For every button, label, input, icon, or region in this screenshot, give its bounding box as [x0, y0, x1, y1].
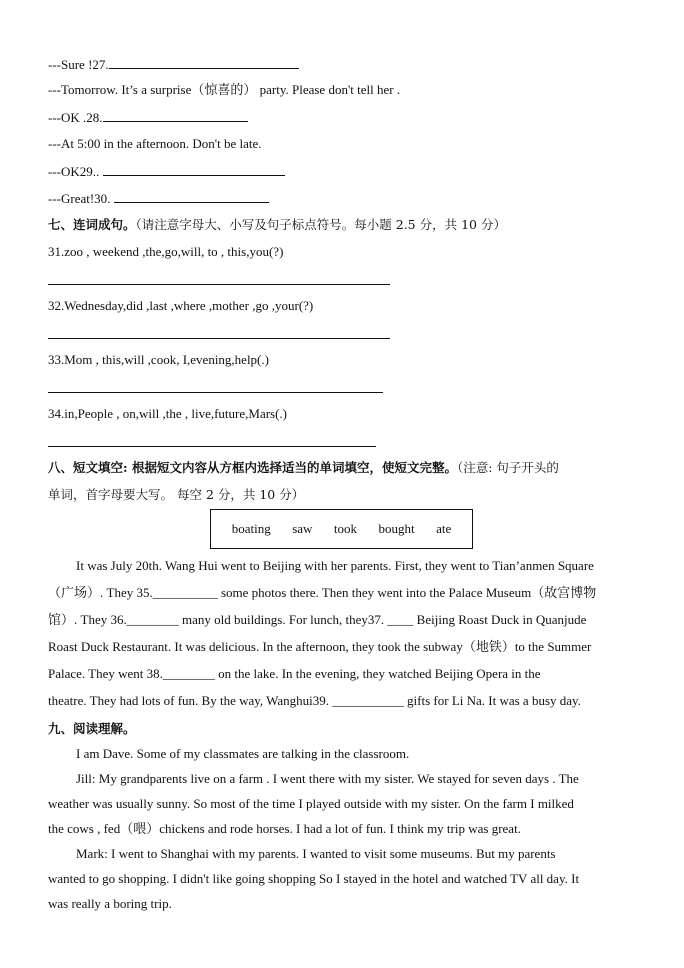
question-34: 34.in,People , on,will ,the , live,future,Mars(.): [48, 406, 288, 421]
section7-heading: 七、连词成句。（请注意字母大、小写及句子标点符号。每小题 2.5 分，共 10 分）: [48, 217, 506, 232]
word-option: bought: [378, 521, 415, 536]
section8-heading: 八、短文填空: 根据短文内容从方框内选择适当的单词填空，使短文完整。（注意: 句子开头的: [48, 460, 559, 475]
dialogue-line-30: ---Great!30.: [48, 190, 269, 207]
question-31: 31.zoo , weekend ,the,go,will, to , this,you(?): [48, 244, 284, 259]
word-option: ate: [436, 521, 452, 536]
dialogue-line-27: ---Sure !27.: [48, 56, 299, 73]
question-33: 33.Mom , this,will ,cook, I,evening,help(.): [48, 352, 269, 367]
answer-blank-28[interactable]: [103, 109, 248, 122]
answer-line-33[interactable]: [48, 392, 383, 393]
answer-blank-27[interactable]: [109, 56, 299, 69]
reading-passage: I am Dave. Some of my classmates are talking in the classroom. Jill: My grandparents live on a farm . I went there with my sister. We stayed for seven days . The weather was usually sunny. So most of the time I played outside with my sister. On the farm I milked the cows , fed（喂）chickens and rode horses. I had a lot of fun. I think my trip was great. Mark: I went to Shanghai with my parents. I wanted to visit some museums. But my parents wanted to go shopping. I didn't like going shopping So I stayed in the hotel and watched TV all day. It was really a boring trip.: [48, 746, 580, 911]
answer-line-34[interactable]: [48, 446, 376, 447]
dialogue-line-tomorrow: ---Tomorrow. It’s a surprise（惊喜的） party. Please don't tell her .: [48, 82, 401, 97]
section9-heading: 九、阅读理解。: [48, 721, 136, 736]
word-option: saw: [292, 521, 313, 536]
answer-line-32[interactable]: [48, 338, 390, 339]
word-option: boating: [231, 521, 271, 536]
answer-blank-29[interactable]: [103, 163, 285, 176]
question-32: 32.Wednesday,did ,last ,where ,mother ,go ,your(?): [48, 298, 314, 313]
answer-line-31[interactable]: [48, 284, 390, 285]
word-bank-box: [210, 509, 473, 549]
mark-text: Mark: I went to Shanghai with my parents. I wanted to visit some museums. But my parents: [76, 846, 556, 861]
jill-text: Jill: My grandparents live on a farm . I went there with my sister. We stayed for seven days . The: [76, 771, 579, 786]
cloze-passage: It was July 20th. Wang Hui went to Beijing with her parents. First, they went to Tian’anmen Square （广场）. They 35.__________ some photos there. Then they went into the Palace Museum（故宫博物 馆）. They 36.________ many old buildings. For lunch, they37. ____ Beijing Roast Duck in Quanjude Roast Duck Restaurant. It was delicious. In the afternoon, they took the subway（地铁）to the Summer Palace. They went 38.________ on the lake. In the evening, they watched Beijing Opera in the theatre. They had lots of fun. By the way, Wanghui39. ___________ gifts for Li Na. It was a busy day.: [48, 558, 597, 708]
intro-text: I am Dave. Some of my classmates are talking in the classroom.: [76, 746, 410, 761]
dialogue-line-29: ---OK29..: [48, 163, 285, 180]
dialogue-line-at5: ---At 5:00 in the afternoon. Don't be late.: [48, 136, 262, 151]
answer-blank-30[interactable]: [114, 190, 269, 203]
section8-heading-cont: 单词，首字母要大写。 每空 2 分，共 10 分）: [48, 487, 305, 502]
dialogue-line-28: ---OK .28.: [48, 109, 248, 126]
word-option: took: [333, 521, 358, 536]
